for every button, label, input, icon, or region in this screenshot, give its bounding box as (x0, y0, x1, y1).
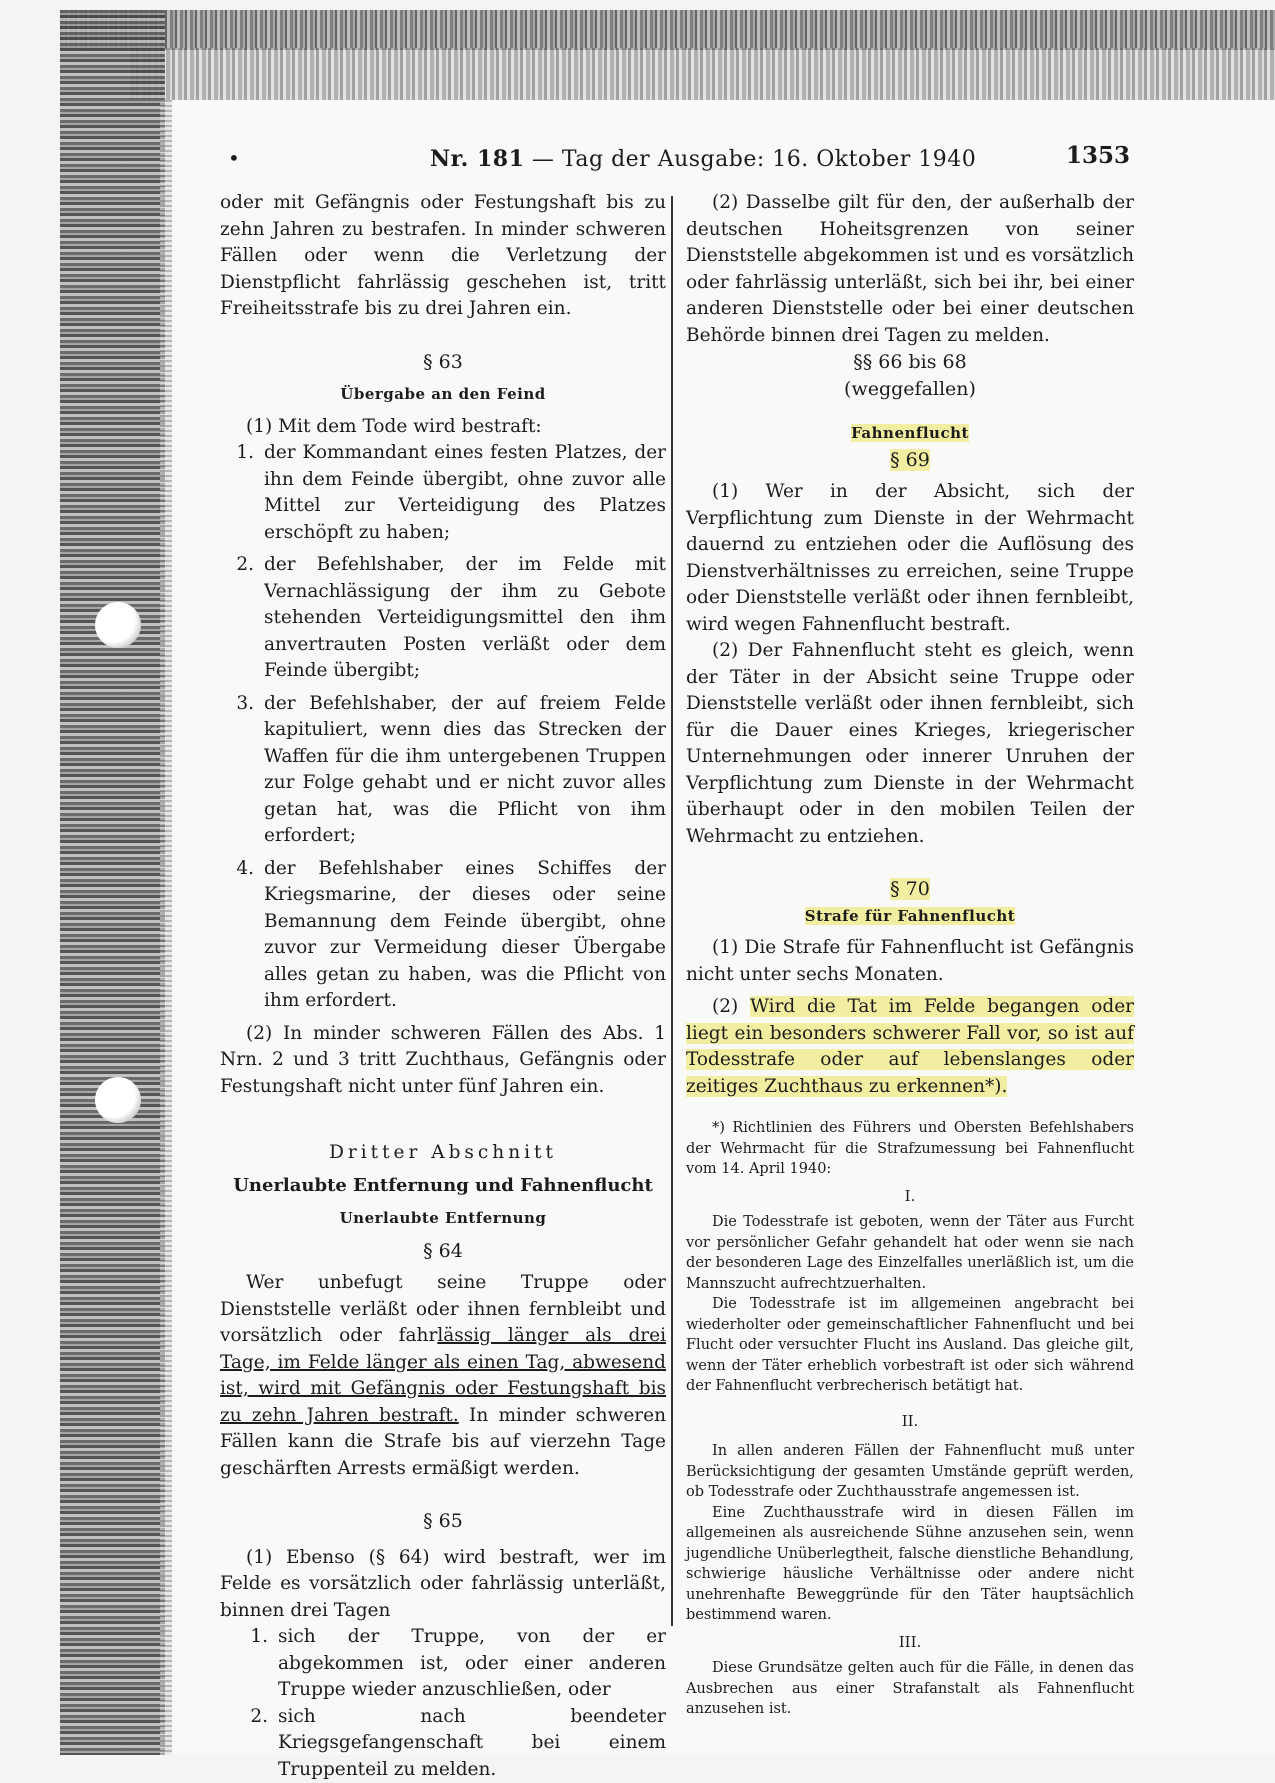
list-item: 3. der Befehlshaber, der auf freiem Felde kapituliert, wenn dies das Strecken der Waffen für die ihm untergebenen Truppen zur Folge gehabt und er nicht zuvor alles getan hat, was die Pflicht von ihm erfordert; (220, 691, 666, 850)
footnote-paragraph: Die Todesstrafe ist im allgemeinen angebracht bei wiederholter oder gemeinschaftlicher Fahnenflucht und bei Flucht oder versuchter Flucht ins Ausland. Das gleiche gilt, wenn der Täter erheblich vorbestraft ist oder sich während der Fahnenflucht verbrecherisch betätigt hat. (686, 1294, 1134, 1397)
section-69-paragraph-2: (2) Der Fahnenflucht steht es gleich, wenn der Täter in der Absicht seine Truppe oder Dienststelle verläßt oder ihnen fernbleibt, sich für die Dauer eines Krieges, kriegerischer Unternehmungen oder innerer Unruhen der Verpflichtung zum Dienste in der Wehrmacht überhaupt oder in den mobilen Teilen der Wehrmacht zu entziehen. (686, 638, 1134, 850)
column-divider (671, 196, 673, 1626)
page-header: • Nr. 181 — Tag der Ausgabe: 16. Oktober 1940 1353 (200, 146, 1130, 182)
highlighted-passage: Wird die Tat im Felde begangen oder liegt ein besonders schwerer Fall vor, so ist auf Todesstrafe oder auf lebenslanges oder zeitiges Zuchthaus zu erkennen*). (686, 996, 1134, 1097)
section-63-intro: (1) Mit dem Tode wird bestraft: (220, 414, 666, 441)
punch-hole-lower (95, 1077, 141, 1123)
footnote-section-3: III. (686, 1632, 1134, 1653)
footnote-paragraph: Die Todesstrafe ist geboten, wenn der Täter aus Furcht vor persönlicher Gefahr gehandelt hat oder wenn sie nach der besonderen Lage des Einzelfalles unerläßlich ist, um die Mannszucht aufrechtzuerhalten. (686, 1212, 1134, 1294)
section-69-paragraph-1: (1) Wer in der Absicht, sich der Verpflichtung zum Dienste in der Wehrmacht dauernd zu entziehen oder die Auflösung des Dienstverhältnisses zu erreichen, seine Truppe oder Dienststelle verläßt oder ihnen fernbleibt, wird wegen Fahnenflucht bestraft. (686, 479, 1134, 638)
scan-edge-top-inner (130, 48, 1275, 100)
page-number: 1353 (1066, 142, 1130, 169)
section-65-number: § 65 (220, 1508, 666, 1535)
chapter-subtitle: Unerlaubte Entfernung (220, 1205, 666, 1232)
footnote-section-2: II. (686, 1411, 1134, 1432)
left-column (220, 190, 666, 1783)
section-69-heading: Fahnenflucht (686, 420, 1134, 447)
footnote-paragraph: Eine Zuchthausstrafe wird in diesen Fällen im allgemeinen als ausreichende Sühne anzusehen sein, wenn jugendliche Unüberlegtheit, falsche dienstliche Behandlung, schwierige häusliche Verhältnisse oder andere nicht unehrenhafte Beweggründe für den Täter hauptsächlich bestimmend waren. (686, 1503, 1134, 1626)
footnote-section-1: I. (686, 1186, 1134, 1207)
right-column (686, 190, 1134, 1720)
list-item: 2. der Befehlshaber, der im Felde mit Vernachlässigung der ihm zu Gebote stehenden Verteidigungsmittel den ihm anvertrauten Posten verläßt oder dem Feinde übergibt; (220, 552, 666, 685)
section-70-title: Strafe für Fahnenflucht (686, 903, 1134, 930)
issue-date: Tag der Ausgabe: 16. Oktober 1940 (562, 147, 976, 172)
list-item: 2. sich nach beendeter Kriegsgefangenschaft bei einem Truppenteil zu melden. (220, 1704, 666, 1783)
section-64-number: § 64 (220, 1238, 666, 1265)
footnote (686, 1118, 1134, 1720)
section-63-number: § 63 (220, 349, 666, 376)
footnote-paragraph: Diese Grundsätze gelten auch für die Fälle, in denen das Ausbrechen aus einer Strafanstalt als Fahnenflucht anzusehen ist. (686, 1658, 1134, 1720)
footnote-intro: *) Richtlinien des Führers und Obersten Befehlshabers der Wehrmacht für die Strafzumessung bei Fahnenflucht vom 14. April 1940: (686, 1118, 1134, 1180)
scan-edge-left (60, 10, 165, 1755)
punch-hole-upper (95, 602, 141, 648)
continued-paragraph: oder mit Gefängnis oder Festungshaft bis zu zehn Jahren zu bestrafen. In minder schweren Fällen oder wenn die Verletzung der Dienstpflicht fahrlässig geschehen ist, tritt Freiheitsstrafe bis zu drei Jahren ein. (220, 190, 666, 323)
section-70-paragraph-1: (1) Die Strafe für Fahnenflucht ist Gefängnis nicht unter sechs Monaten. (686, 935, 1134, 988)
section-65-paragraph-1: (1) Ebenso (§ 64) wird bestraft, wer im Felde es vorsätzlich oder fahrlässig unterläßt, binnen drei Tagen (220, 1545, 666, 1625)
section-66-68-number: §§ 66 bis 68 (686, 349, 1134, 376)
section-63-title: Übergabe an den Feind (220, 381, 666, 408)
section-66-68-note: (weggefallen) (686, 376, 1134, 403)
section-63-paragraph-2: (2) In minder schweren Fällen des Abs. 1 Nrn. 2 und 3 tritt Zuchthaus, Gefängnis oder Festungshaft nicht unter fünf Jahren ein. (220, 1021, 666, 1101)
section-69-number: § 69 (686, 447, 1134, 474)
issue-line (430, 146, 976, 172)
section-64-text: Wer unbefugt seine Truppe oder Dienststelle verläßt oder ihnen fernbleibt und vorsätzlich oder fahrlässig länger als drei Tage, im Felde länger als einen Tag, abwesend ist, wird mit Gefängnis oder Festungshaft bis zu zehn Jahren bestraft. In minder schweren Fällen kann die Strafe bis auf vierzehn Tage geschärften Arrests ermäßigt werden. (220, 1270, 666, 1482)
header-dash: — (532, 147, 555, 172)
list-item: 1. sich der Truppe, von der er abgekommen ist, oder einer anderen Truppe wieder anzuschließen, oder (220, 1624, 666, 1704)
chapter-heading: Dritter Abschnitt (220, 1140, 666, 1167)
issue-number: Nr. 181 (430, 146, 524, 172)
section-70-number: § 70 (686, 876, 1134, 903)
list-item: 4. der Befehlshaber eines Schiffes der Kriegsmarine, der dieses oder seine Bemannung dem Feinde übergibt, ohne zuvor zur Vermeidung dieser Übergabe alles getan zu haben, was die Pflicht von ihm erfordert. (220, 856, 666, 1015)
chapter-title: Unerlaubte Entfernung und Fahnenflucht (220, 1173, 666, 1200)
section-65-paragraph-2: (2) Dasselbe gilt für den, der außerhalb der deutschen Hoheitsgrenzen von seiner Dienststelle abgekommen ist und es vorsätzlich oder fahrlässig unterläßt, sich bei ihr, bei einer anderen Dienststelle oder bei einer deutschen Behörde binnen drei Tagen zu melden. (686, 190, 1134, 349)
section-70-paragraph-2: (2) Wird die Tat im Felde begangen oder liegt ein besonders schwerer Fall vor, so ist auf Todesstrafe oder auf lebenslanges oder zeitiges Zuchthaus zu erkennen*). (686, 994, 1134, 1100)
list-item: 1. der Kommandant eines festen Platzes, der ihn dem Feinde übergibt, ohne zuvor alle Mittel zur Verteidigung des Platzes erschöpft zu haben; (220, 440, 666, 546)
scan-edge-top (60, 10, 1275, 50)
underlined-passage: lässig länger als drei Tage, im Felde länger als einen Tag, abwesend ist, wird mit Gefängnis oder Festungshaft bis zu zehn Jahren bestraft. (220, 1325, 666, 1426)
footnote-paragraph: In allen anderen Fällen der Fahnenflucht muß unter Berücksichtigung der gesamten Umstände geprüft werden, ob Todesstrafe oder Zuchthausstrafe angemessen ist. (686, 1441, 1134, 1503)
